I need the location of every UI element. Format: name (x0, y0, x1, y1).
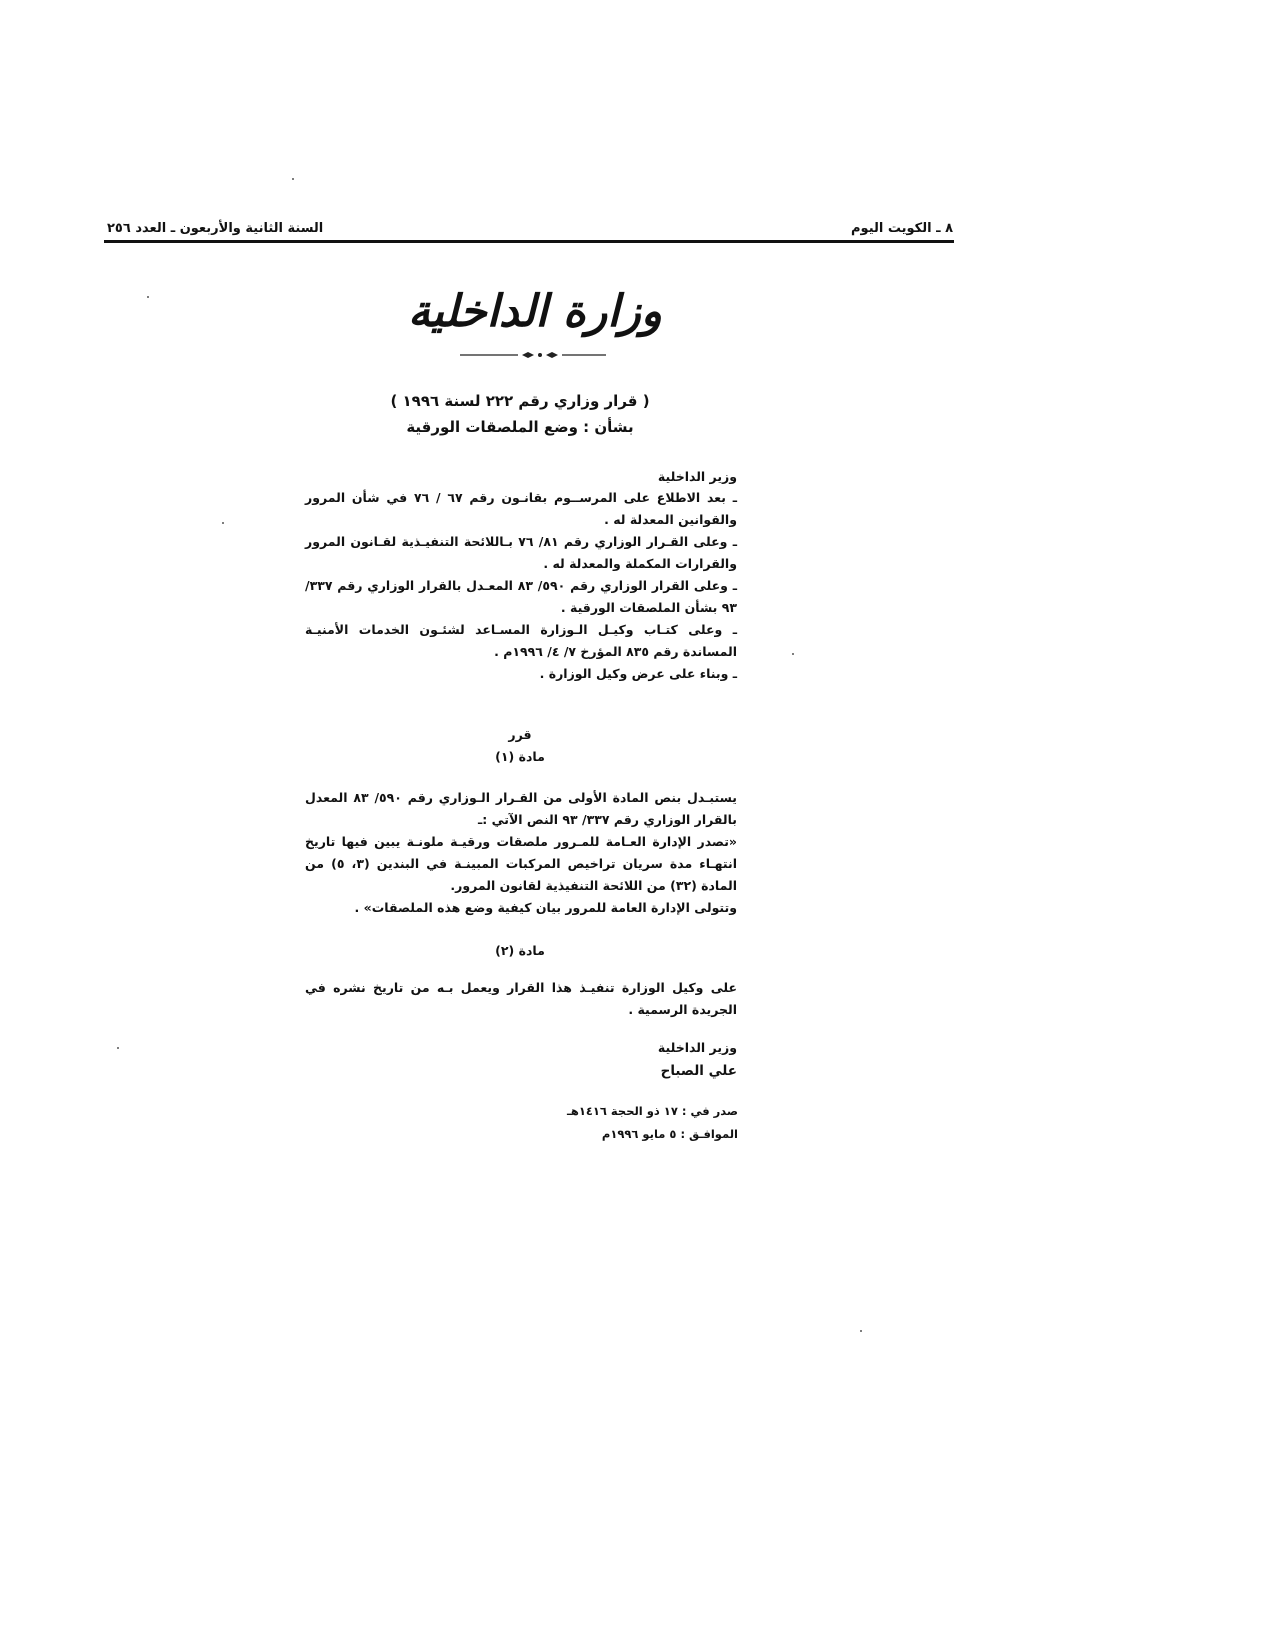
preamble (305, 487, 737, 685)
signature-title: وزير الداخلية (657, 1040, 737, 1055)
issue-label: السنة الثانية والأربعون ـ العدد ٢٥٦ (107, 221, 324, 236)
ornament-divider (458, 350, 608, 360)
signature-name: علي الصباح (660, 1063, 737, 1079)
article-1-heading: مادة (١) (495, 749, 545, 764)
scan-speck (147, 296, 149, 298)
minister-heading (305, 466, 737, 488)
preamble-item: ـ وبناء على عرض وكيل الوزارة . (539, 666, 737, 681)
scan-speck (292, 178, 294, 180)
article-2-body (305, 977, 737, 1021)
decision-title: ( قرار وزاري رقم ٢٢٢ لسنة ١٩٩٦ ) (390, 392, 650, 410)
article-paragraph: على وكيل الوزارة تنفيـذ هذا القرار ويعمل بـه من تاريخ نشره في الجريدة الرسمية . (305, 980, 737, 1017)
issued-gregorian-date: الموافـق : ٥ مايو ١٩٩٦م (601, 1127, 738, 1141)
page-number-label: ٨ ـ الكويت اليوم (851, 221, 953, 236)
issued-hijri-date: صدر في : ١٧ ذو الحجة ١٤١٦هـ (566, 1104, 738, 1118)
article-paragraph: وتتولى الإدارة العامة للمرور بيان كيفية وضع هذه الملصقات» . (354, 900, 737, 915)
article-1-body (305, 787, 737, 919)
article-paragraph: «تصدر الإدارة العـامة للمـرور ملصقات ورقيـة ملونـة يبين فيها تاريخ انتهـاء مدة سريان تراخيص المركبات المبينـة في البندين (٣، ٥) من المادة (٣٢) من اللائحة التنفيذية لقانون المرور. (305, 834, 737, 893)
scan-speck (117, 1047, 119, 1049)
header-rule (104, 240, 954, 243)
article-2-heading: مادة (٢) (495, 943, 545, 958)
preamble-item: ـ وعلى القرار الوزاري رقم ٥٩٠/ ٨٣ المعـدل بالقرار الوزاري رقم ٣٣٧/ ٩٣ بشأن الملصقات الورقية . (305, 578, 737, 615)
decided-heading: قرر (508, 727, 532, 742)
scan-speck (860, 1330, 862, 1332)
article-paragraph: يستبـدل بنص المادة الأولى من القـرار الـوزاري رقم ٥٩٠/ ٨٣ المعدل بالقرار الوزاري رقم ٣٣٧/ ٩٣ النص الآتي :ـ (305, 790, 737, 827)
preamble-item: ـ وعلى كتـاب وكيـل الـوزارة المسـاعد لشئـون الخدمات الأمنيـة المساندة رقم ٨٣٥ المؤرخ ٧/ ٤/ ١٩٩٦م . (305, 622, 737, 659)
preamble-item: ـ وعلى القـرار الوزاري رقم ٨١/ ٧٦ بـاللائحة التنفيـذية لقـانون المرور والقرارات المكملة والمعدلة له . (305, 534, 737, 571)
minister-heading-text: وزير الداخلية (657, 469, 737, 484)
scan-speck (222, 522, 224, 524)
decision-subject: بشأن : وضع الملصقات الورقية (406, 418, 634, 436)
ministry-title: وزارة الداخلية (408, 286, 662, 337)
preamble-item: ـ بعد الاطلاع على المرســوم بقانـون رقم ٦٧ / ٧٦ في شأن المرور والقوانين المعدلة له . (305, 490, 737, 527)
scan-speck (792, 653, 794, 655)
